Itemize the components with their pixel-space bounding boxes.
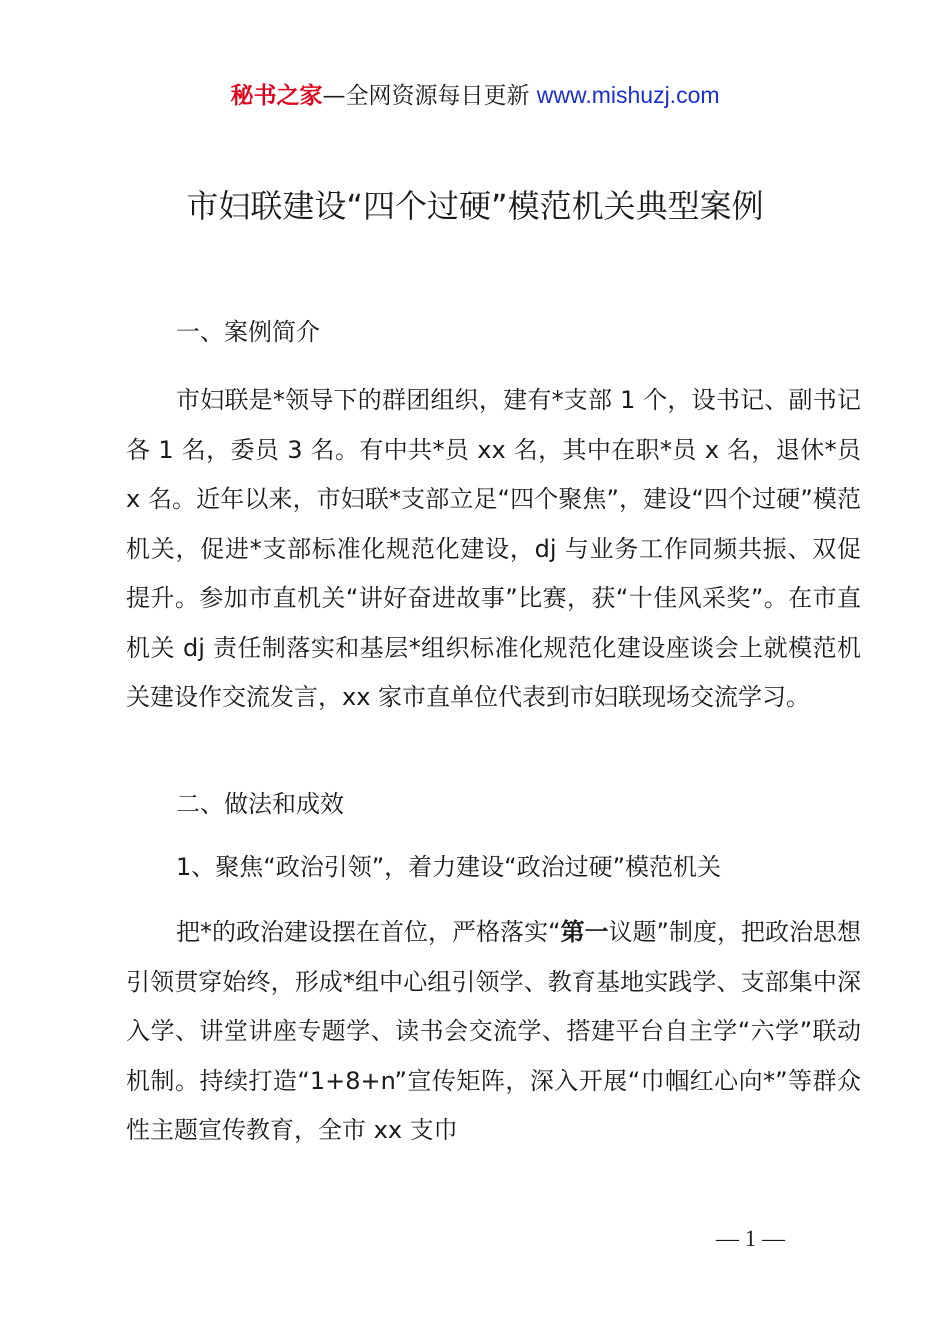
section-1-heading: 一、案例简介	[176, 318, 320, 346]
bold-emphasis: 第一	[560, 918, 609, 946]
section-2-paragraph	[126, 908, 861, 1156]
section-2-subheading: 1、聚焦“政治引领”，着力建设“政治过硬”模范机关	[176, 853, 722, 881]
document-title: 市妇联建设“四个过硬”模范机关典型案例	[186, 187, 764, 225]
brand-name: 秘书之家	[230, 83, 323, 109]
section-2	[126, 780, 861, 1156]
site-header	[0, 78, 950, 113]
header-tagline: —全网资源每日更新	[322, 83, 530, 109]
paragraph-text-start: 把*的政治建设摆在首位，严格落实“	[176, 918, 561, 946]
page-number: — 1 —	[716, 1226, 785, 1251]
section-1	[126, 308, 861, 723]
paragraph-text-rest: 议题”制度，把政治思想引领贯穿始终，形成*组中心组引领学、教育基地实践学、支部集中深入学、讲堂讲座专题学、读书会交流学、搭建平台自主学“六学”联动机制。持续打造“1+8+n”宣传矩阵，深入开展“巾帼红心向*”等群众性主题宣传教育，全市 xx 支巾	[126, 918, 862, 1144]
section-2-heading: 二、做法和成效	[176, 790, 344, 818]
site-url-link[interactable]: www.mishuzj.com	[536, 82, 720, 108]
section-1-paragraph: 市妇联是*领导下的群团组织，建有*支部 1 个，设书记、副书记各 1 名，委员 3 名。有中共*员 xx 名，其中在职*员 x 名，退休*员 x 名。近年以来，市妇联*支部立足“四个聚焦”，建设“四个过硬”模范机关，促进*支部标准化规范化建设，dj 与业务工作同频共振、双促提升。参加市直机关“讲好奋进故事”比赛，获“十佳风采奖”。在市直机关 dj 责任制落实和基层*组织标准化规范化建设座谈会上就模范机关建设作交流发言，xx 家市直单位代表到市妇联现场交流学习。	[126, 386, 861, 711]
